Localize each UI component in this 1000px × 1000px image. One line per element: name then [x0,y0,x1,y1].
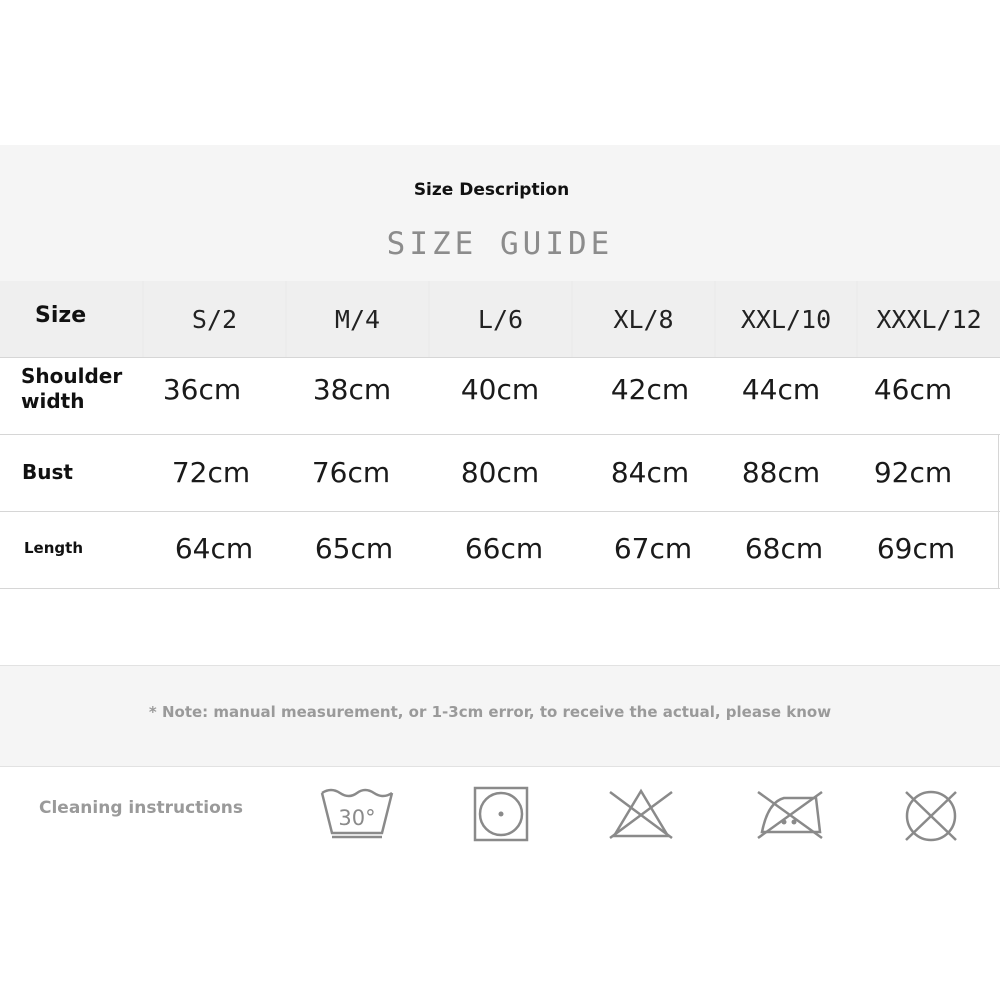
table-cell: 68cm [744,532,824,565]
table-cell: 76cm [311,456,391,489]
note-divider [0,665,1000,666]
table-border [998,434,999,588]
table-cell: 67cm [613,532,693,565]
table-cell: 40cm [460,373,540,406]
size-column-header: XXXL/12 [858,281,1000,357]
tumble-dry-icon [472,785,530,843]
size-column-header: XXL/10 [716,281,856,357]
table-cell: 42cm [610,373,690,406]
table-cell: 38cm [312,373,392,406]
table-cell: 36cm [162,373,242,406]
table-cell: 65cm [314,532,394,565]
row-label-shoulder-width [21,364,122,414]
row-label-bust: Bust [22,460,73,484]
table-cell: 72cm [171,456,251,489]
note-divider [0,766,1000,767]
row-label-line: Shoulder [21,364,123,388]
size-column-header: XL/8 [573,281,714,357]
table-cell: 64cm [174,532,254,565]
table-divider [0,588,1000,589]
table-divider [0,434,1000,435]
row-label-length: Length [24,539,83,557]
table-cell: 80cm [460,456,540,489]
no-iron-icon [754,788,826,842]
size-column-header: S/2 [144,281,285,357]
no-dry-clean-icon [900,787,962,845]
measurement-note: * Note: manual measurement, or 1-3cm error, to receive the actual, please know [148,703,832,721]
size-header-cell: Size [0,281,142,357]
table-divider [0,357,1000,358]
table-cell: 88cm [741,456,821,489]
table-header-row [0,281,1000,357]
table-cell: 84cm [610,456,690,489]
table-cell: 44cm [741,373,821,406]
wash-30-icon [318,785,396,845]
size-column-header: M/4 [287,281,428,357]
wash-temperature: 30° [338,806,376,830]
row-label-line: width [21,389,85,413]
cleaning-instructions-label: Cleaning instructions [39,798,244,818]
no-bleach-icon [606,786,676,842]
table-cell: 69cm [876,532,956,565]
table-cell: 46cm [873,373,953,406]
table-cell: 92cm [873,456,953,489]
page-title: Size Description [413,180,570,200]
page-subtitle: SIZE GUIDE [386,226,614,262]
size-column-header: L/6 [430,281,571,357]
table-divider [0,511,1000,512]
table-cell: 66cm [464,532,544,565]
